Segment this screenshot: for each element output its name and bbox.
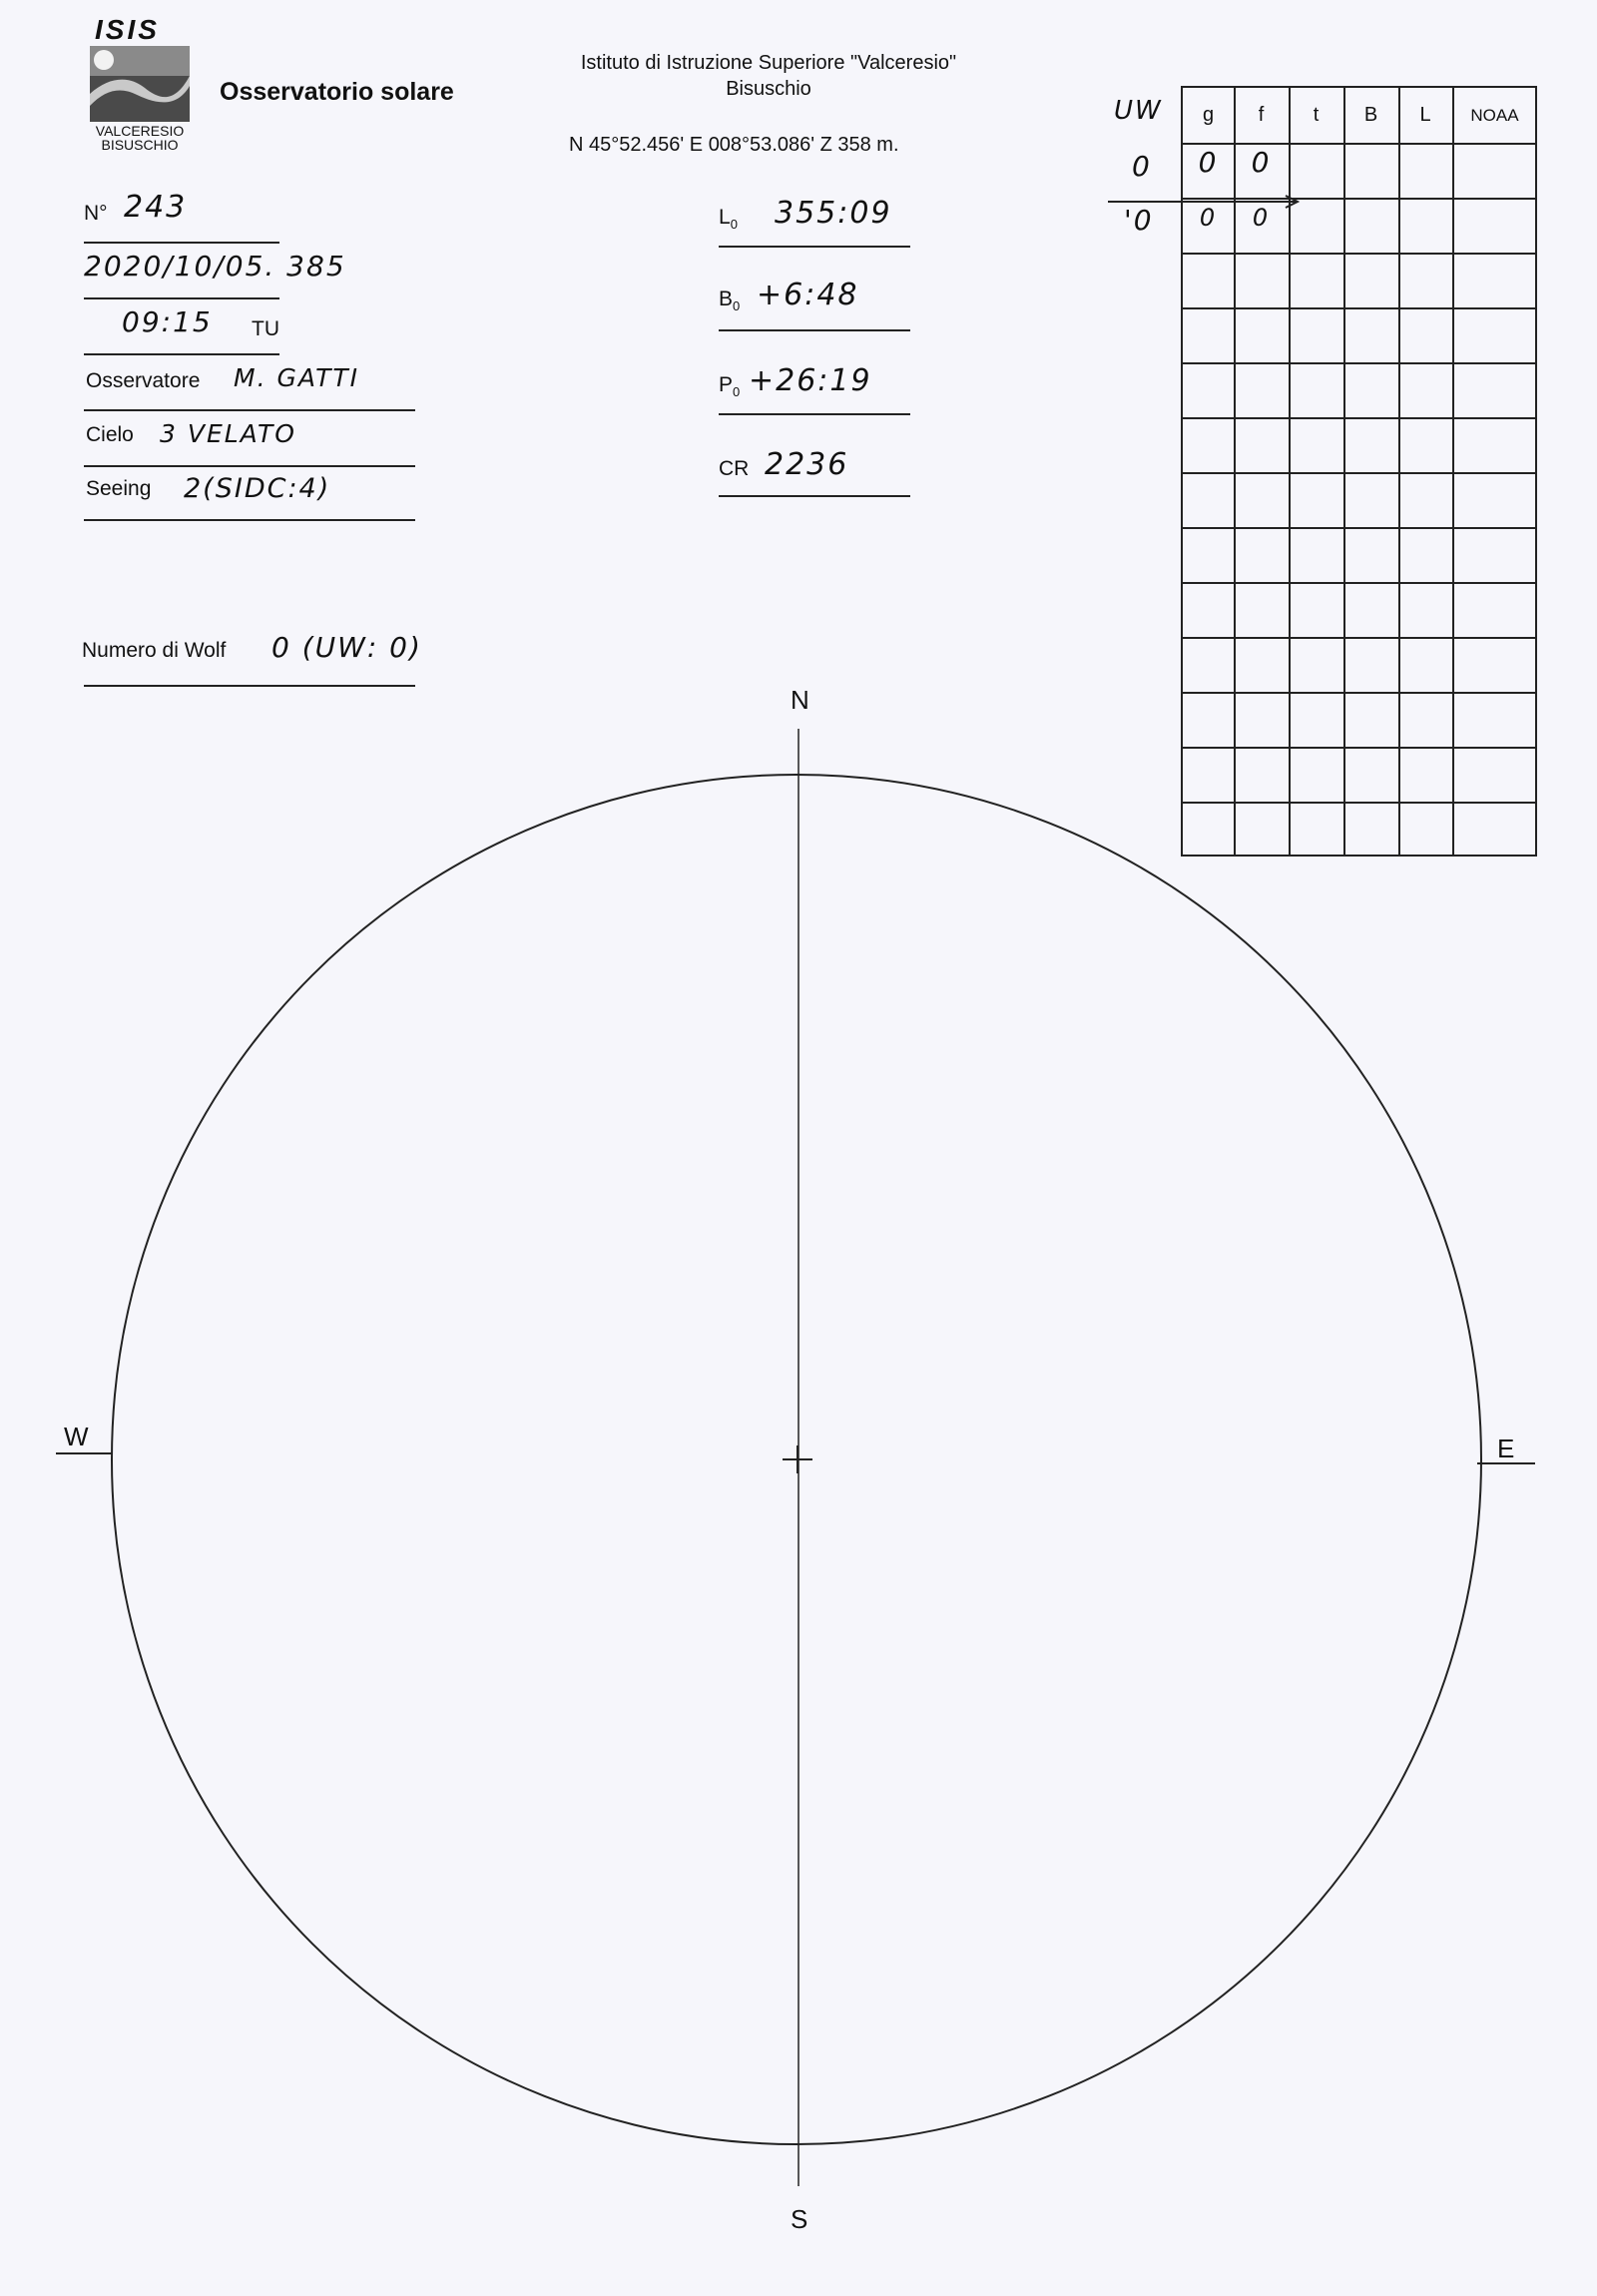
- cell-g-row-1: 0: [1198, 146, 1219, 179]
- logo-mark: ISIS: [95, 14, 160, 45]
- p0-value: +26:19: [749, 363, 872, 398]
- observer-label: Osservatore: [86, 369, 201, 392]
- wolf-value: 0 (UW: 0): [271, 631, 422, 664]
- time-value: 09:15: [122, 305, 213, 338]
- observatory-coordinates: N 45°52.456' E 008°53.086' Z 358 m.: [569, 134, 899, 156]
- b0-value: +6:48: [757, 278, 859, 312]
- uw-row-1: 0: [1132, 150, 1152, 183]
- date-value: 2020/10/05. 385: [84, 250, 346, 283]
- col-header-f: f: [1258, 104, 1265, 126]
- cell-g-row-2: 0: [1199, 204, 1218, 232]
- cell-f-row-1: 0: [1251, 146, 1272, 179]
- col-header-g: g: [1202, 104, 1215, 126]
- north-label: N: [791, 685, 809, 715]
- uw-row-2: '0: [1124, 204, 1154, 237]
- logo-subtitle: VALCERESIO BISUSCHIO: [95, 123, 185, 153]
- east-label: E: [1497, 1434, 1515, 1463]
- number-value: 243: [124, 190, 188, 225]
- uw-header: UW: [1114, 96, 1163, 126]
- col-header-noaa: NOAA: [1470, 106, 1519, 125]
- number-label: N°: [84, 202, 108, 225]
- cr-value: 2236: [765, 447, 849, 482]
- cell-f-row-2: 0: [1252, 204, 1271, 232]
- col-header-l: L: [1419, 104, 1431, 126]
- seeing-value: 2(SIDC:4): [184, 473, 331, 504]
- sky-label: Cielo: [86, 423, 134, 446]
- sky-value: 3 VELATO: [160, 419, 296, 448]
- col-header-b: B: [1363, 104, 1378, 126]
- south-label: S: [791, 2204, 808, 2234]
- wolf-label: Numero di Wolf: [82, 639, 227, 662]
- l0-value: 355:09: [775, 196, 892, 231]
- time-unit: TU: [252, 317, 279, 340]
- institute-name: Istituto di Istruzione Superiore "Valceresio": [580, 52, 957, 74]
- l0-label: $L_0$: [719, 206, 738, 233]
- cr-label: CR: [719, 457, 750, 480]
- west-label: W: [64, 1422, 89, 1451]
- institute-town: Bisuschio: [726, 78, 811, 100]
- observer-value: M. GATTI: [234, 363, 360, 392]
- b0-label: $B_0$: [719, 287, 741, 314]
- p0-label: $P_0$: [719, 373, 741, 400]
- seeing-label: Seeing: [86, 477, 152, 500]
- col-header-t: t: [1313, 104, 1320, 126]
- observatory-title: Osservatorio solare: [220, 78, 454, 106]
